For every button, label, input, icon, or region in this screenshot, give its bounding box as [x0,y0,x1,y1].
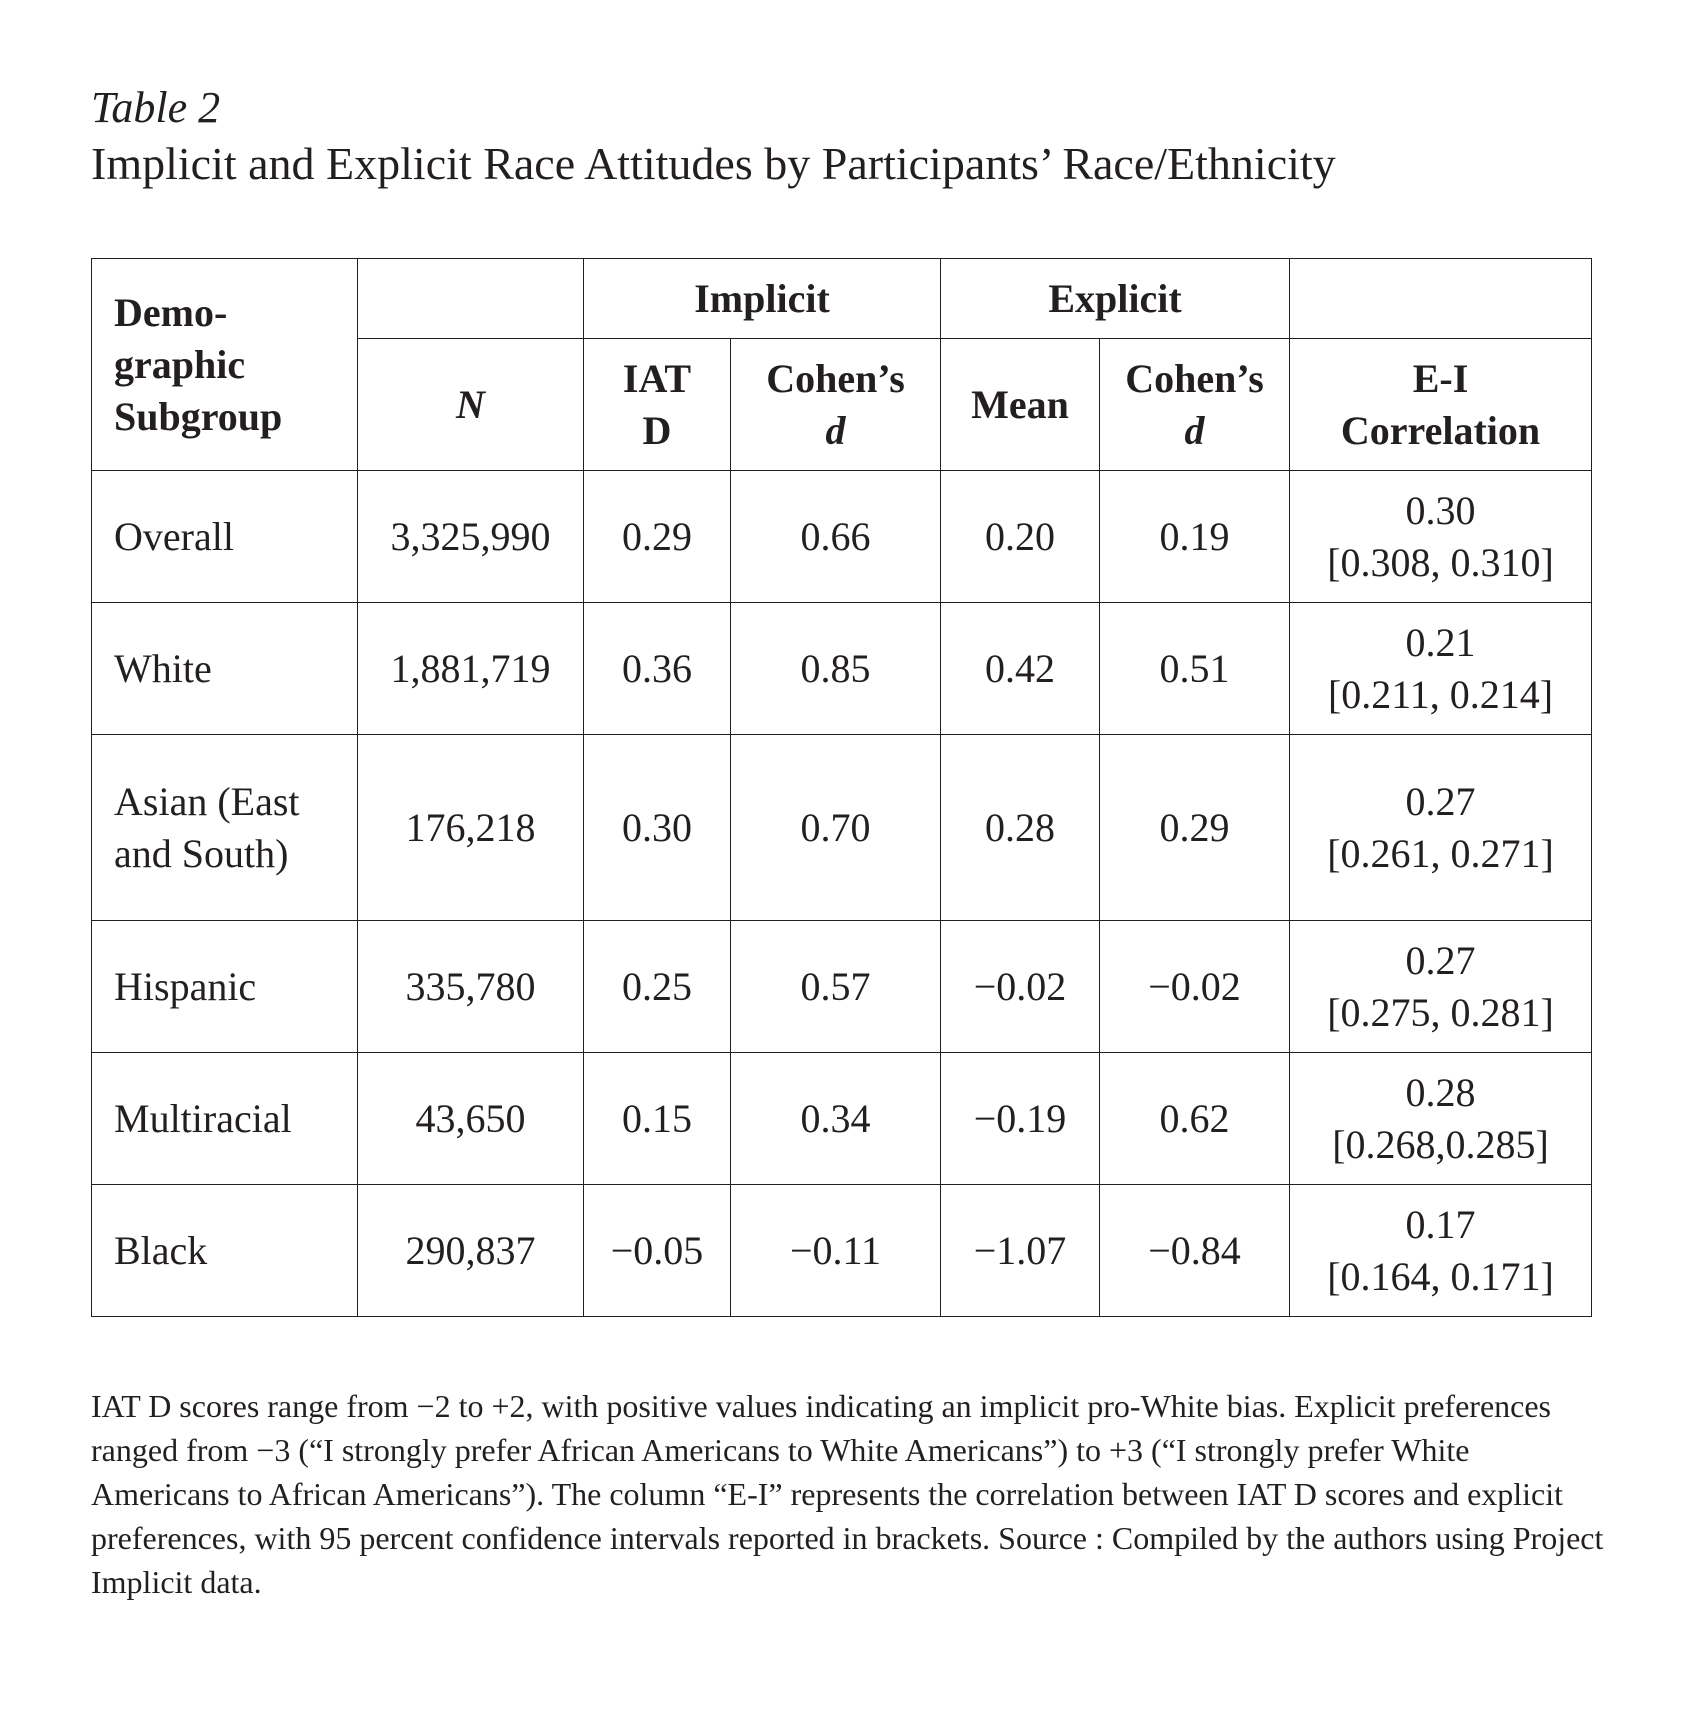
cell-ei-correlation: 0.30 [0.308, 0.310] [1290,471,1592,603]
cell-n: 3,325,990 [358,471,584,603]
cell-mean: 0.42 [941,603,1100,735]
cell-mean: 0.28 [941,735,1100,921]
table-row [92,921,1592,1053]
cell-ei-correlation: 0.28 [0.268,0.285] [1290,1053,1592,1185]
header-ei-correlation: E-I Correlation [1290,339,1592,471]
cell-implicit-d: 0.85 [731,603,941,735]
table-row [92,1185,1592,1317]
cell-explicit-d: 0.29 [1100,735,1290,921]
cell-implicit-d: −0.11 [731,1185,941,1317]
cell-explicit-d: 0.51 [1100,603,1290,735]
cell-explicit-d: 0.19 [1100,471,1290,603]
cell-group: White [92,603,358,735]
race-attitudes-table [91,258,1592,1317]
header-iat-d: IAT D [584,339,731,471]
group-header-row [92,259,1592,339]
cell-implicit-d: 0.66 [731,471,941,603]
cell-mean: 0.20 [941,471,1100,603]
cell-ei-correlation: 0.17 [0.164, 0.171] [1290,1185,1592,1317]
table-title: Implicit and Explicit Race Attitudes by Participants’ Race/Ethnicity [91,138,1336,189]
cell-iat-d: 0.30 [584,735,731,921]
table-row [92,735,1592,921]
cell-ei-correlation: 0.27 [0.261, 0.271] [1290,735,1592,921]
cell-group: Black [92,1185,358,1317]
cell-iat-d: −0.05 [584,1185,731,1317]
cell-implicit-d: 0.34 [731,1053,941,1185]
cell-explicit-d: −0.02 [1100,921,1290,1053]
cell-implicit-d: 0.57 [731,921,941,1053]
cell-iat-d: 0.36 [584,603,731,735]
header-mean: Mean [941,339,1100,471]
cell-n: 1,881,719 [358,603,584,735]
cell-mean: −1.07 [941,1185,1100,1317]
header-n: N [358,339,584,471]
cell-group: Asian (East and South) [92,735,358,921]
table-label: Table 2 [91,83,221,132]
cell-mean: −0.19 [941,1053,1100,1185]
cell-group: Overall [92,471,358,603]
header-implicit-cohens-d: Cohen’s d [731,339,941,471]
cell-group: Multiracial [92,1053,358,1185]
cell-ei-correlation: 0.27 [0.275, 0.281] [1290,921,1592,1053]
cell-group: Hispanic [92,921,358,1053]
table-caption [91,82,1651,192]
cell-n: 43,650 [358,1053,584,1185]
cell-ei-correlation: 0.21 [0.211, 0.214] [1290,603,1592,735]
cell-iat-d: 0.15 [584,1053,731,1185]
cell-n: 335,780 [358,921,584,1053]
cell-n: 290,837 [358,1185,584,1317]
cell-mean: −0.02 [941,921,1100,1053]
header-explicit-cohens-d: Cohen’s d [1100,339,1290,471]
header-explicit: Explicit [941,259,1290,339]
table-note: IAT D scores range from −2 to +2, with positive values indicating an implicit pro-White bias. Explicit preferences ranged from −3 (“I strongly prefer African Americans to White Americans”) to +3 (“I strongly prefer White Americans to African Americans”). The column “E-I” represents the correlation between IAT D scores and explicit preferences, with 95 percent confidence intervals reported in brackets. Source : Compiled by the authors using Project Implicit data. [91,1388,1604,1600]
cell-explicit-d: 0.62 [1100,1053,1290,1185]
header-blank-n [358,259,584,339]
table-row [92,471,1592,603]
cell-iat-d: 0.25 [584,921,731,1053]
header-blank-ei [1290,259,1592,339]
header-demographic-subgroup: Demo-graphic Subgroup [92,259,358,471]
cell-implicit-d: 0.70 [731,735,941,921]
table-row [92,603,1592,735]
cell-n: 176,218 [358,735,584,921]
cell-iat-d: 0.29 [584,471,731,603]
header-implicit: Implicit [584,259,941,339]
cell-explicit-d: −0.84 [1100,1185,1290,1317]
table-row [92,1053,1592,1185]
